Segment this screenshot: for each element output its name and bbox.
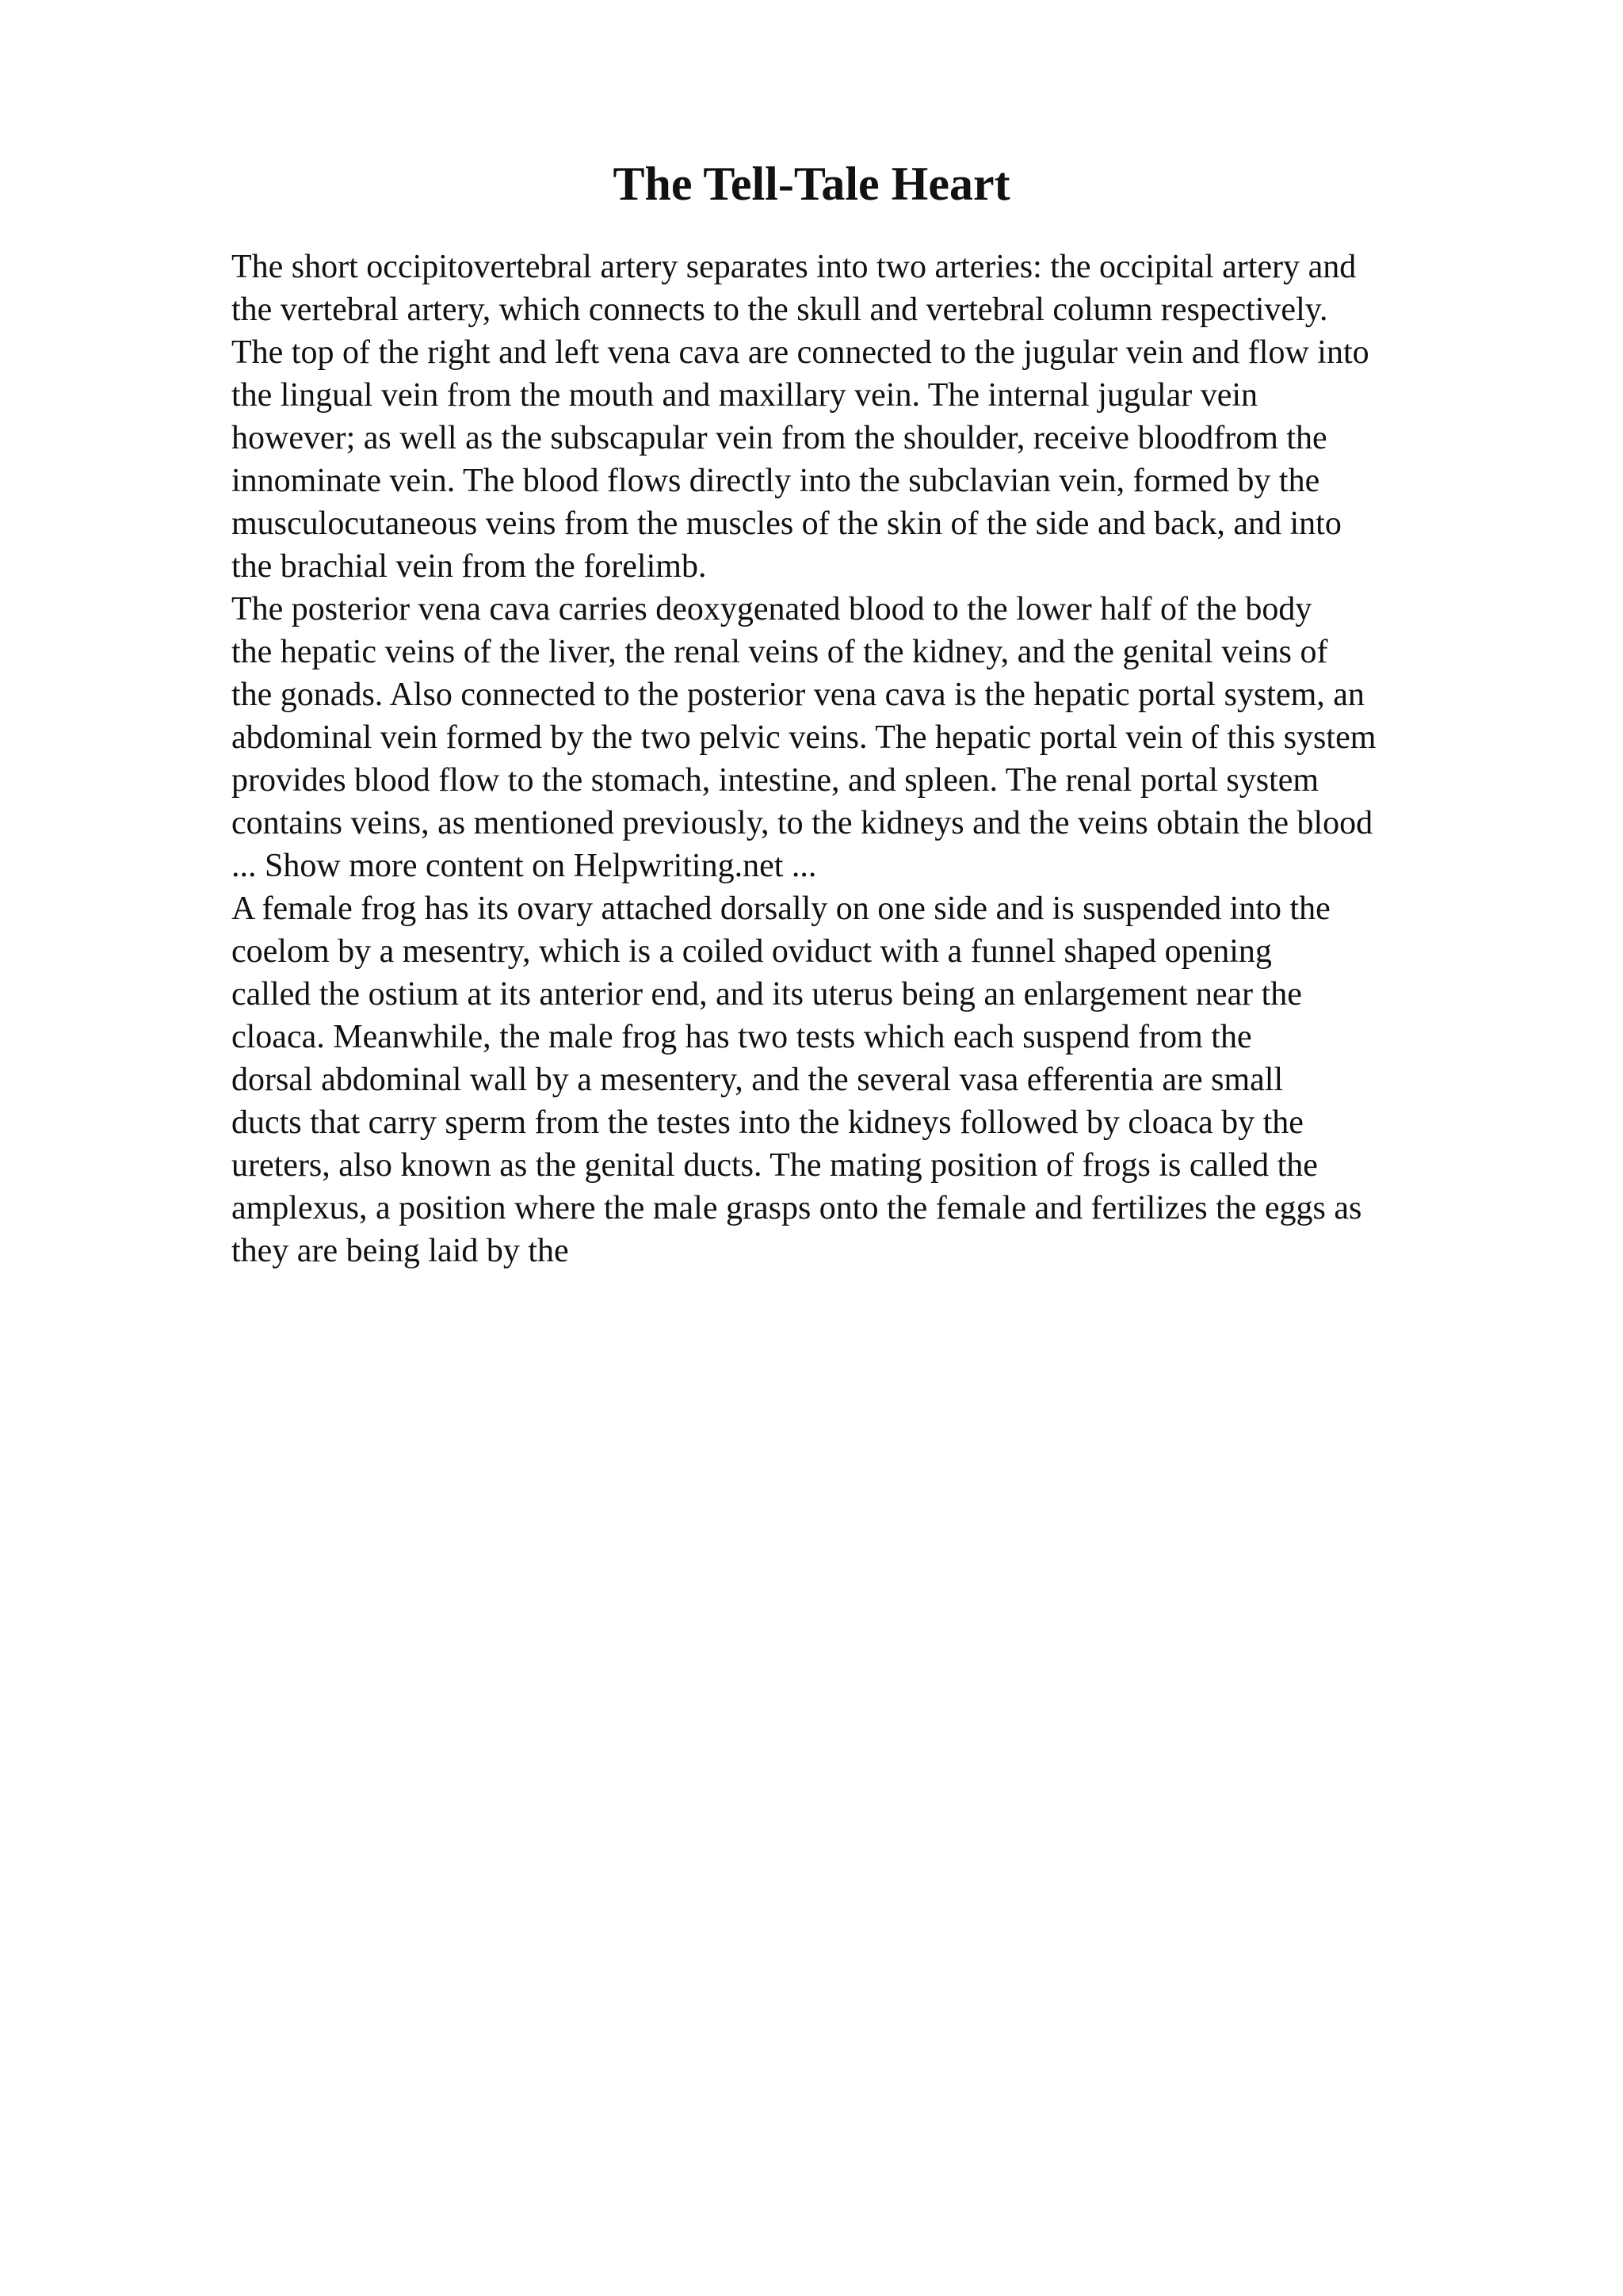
text-line: the gonads. Also connected to the posterior vena cava is the hepatic portal system, an (231, 677, 1365, 713)
text-line: The top of the right and left vena cava are connected to the jugular vein and flow into (231, 334, 1369, 371)
text-line: abdominal vein formed by the two pelvic veins. The hepatic portal vein of this system (231, 719, 1377, 756)
text-line: A female frog has its ovary attached dorsally on one side and is suspended into the (231, 891, 1331, 927)
text-line: provides blood flow to the stomach, intestine, and spleen. The renal portal system (231, 762, 1319, 799)
text-line: dorsal abdominal wall by a mesentery, and the several vasa efferentia are small (231, 1062, 1284, 1098)
document-body (231, 246, 1531, 1272)
text-line: the lingual vein from the mouth and maxillary vein. The internal jugular vein (231, 377, 1258, 414)
text-line: amplexus, a position where the male grasps onto the female and fertilizes the eggs as (231, 1190, 1362, 1226)
text-line: however; as well as the subscapular vein from the shoulder, receive bloodfrom the (231, 420, 1327, 456)
text-line: ureters, also known as the genital ducts. The mating position of frogs is called the (231, 1147, 1318, 1184)
text-line: coelom by a mesentry, which is a coiled oviduct with a funnel shaped opening (231, 933, 1272, 970)
show-more-line: ... Show more content on Helpwriting.net ... (231, 848, 817, 884)
text-line: innominate vein. The blood flows directly into the subclavian vein, formed by the (231, 463, 1320, 499)
text-line: the brachial vein from the forelimb. (231, 548, 707, 585)
text-line: called the ostium at its anterior end, and its uterus being an enlargement near the (231, 976, 1302, 1013)
text-line: the vertebral artery, which connects to the skull and vertebral column respectively. (231, 292, 1328, 328)
text-line: musculocutaneous veins from the muscles of the skin of the side and back, and into (231, 505, 1342, 542)
document-title: The Tell-Tale Heart (613, 158, 1010, 210)
text-line: The short occipitovertebral artery separates into two arteries: the occipital artery and (231, 249, 1357, 285)
text-line: they are being laid by the (231, 1233, 569, 1269)
text-line: The posterior vena cava carries deoxygenated blood to the lower half of the body (231, 591, 1312, 627)
text-line: cloaca. Meanwhile, the male frog has two tests which each suspend from the (231, 1019, 1252, 1055)
text-line: the hepatic veins of the liver, the renal veins of the kidney, and the genital veins of (231, 634, 1328, 670)
text-line: ducts that carry sperm from the testes into the kidneys followed by cloaca by the (231, 1104, 1304, 1141)
text-line: contains veins, as mentioned previously, to the kidneys and the veins obtain the blood (231, 805, 1373, 841)
